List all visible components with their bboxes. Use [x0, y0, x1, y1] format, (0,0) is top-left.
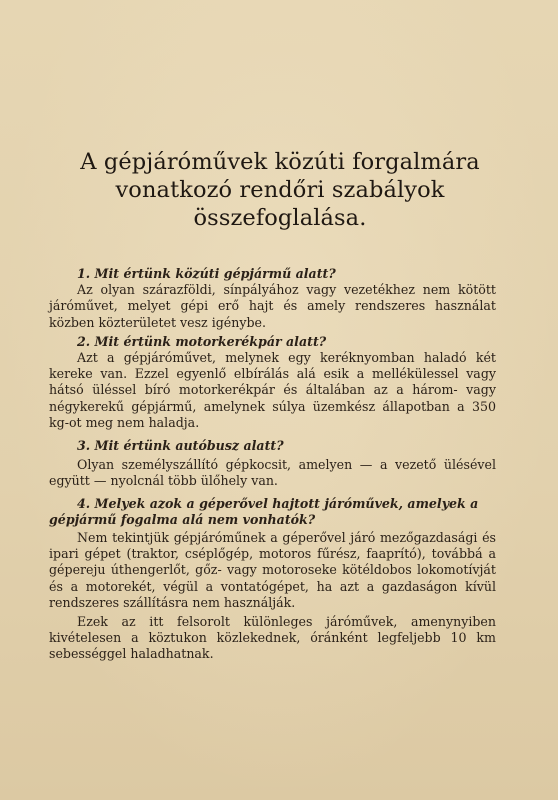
answer-4-continued: Ezek az itt felsorolt különleges járóművek, amenynyiben kivételesen a köztukon közlekednek, óránként legfeljebb 10 km sebességgel haladhatnak. — [49, 614, 496, 662]
title-line-3: összefoglalása. — [193, 205, 367, 231]
question-1: 1. Mit értünk közúti gépjármű alatt? — [77, 266, 336, 281]
answer-2: Azt a gépjáróművet, melynek egy keréknyomban haladó két kereke van. Ezzel egyenlő elbírálás alá esik a mellékülessel vagy hátsó üléssel bíró motorkerékpár és általában az a három- vagy négykerekű gépjármű, amelynek súlya üzemkész állapotban a 350 kg-ot meg nem haladja. — [49, 350, 496, 430]
answer-3: Olyan személyszállító gépkocsit, amelyen — a vezető ülésével együtt — nyolcnál több ülőhely van. — [49, 457, 496, 489]
answer-4: Nem tekintjük gépjáróműnek a géperővel járó mezőgazdasági és ipari gépet (traktor, cséplőgép, motoros fűrész, faaprító), továbbá a gépereju úthengerlőt, gőz- vagy motoroseke kötéldobos lokomotívját és a motorekét, végül a vontatógépet, ha azt a gazdaságon kívül rendszeres szállításra nem használják. — [49, 530, 496, 610]
page-title — [40, 148, 520, 232]
question-4: 4. Melyek azok a géperővel hajtott járóművek, amelyek a gépjármű fogalma alá nem vonhatók? — [49, 495, 479, 527]
title-line-1: A gépjáróművek közúti forgalmára — [80, 149, 480, 175]
page-body — [49, 263, 496, 663]
title-line-2: vonatkozó rendőri szabályok — [115, 177, 445, 203]
answer-1: Az olyan szárazföldi, sínpályához vagy vezetékhez nem kötött járóművet, melyet gépi erő hajt és amely rendszeres használat közben közterületet vesz igénybe. — [49, 282, 496, 330]
question-3: 3. Mit értünk autóbusz alatt? — [77, 438, 284, 454]
question-2: 2. Mit értünk motorkerékpár alatt? — [77, 333, 327, 349]
